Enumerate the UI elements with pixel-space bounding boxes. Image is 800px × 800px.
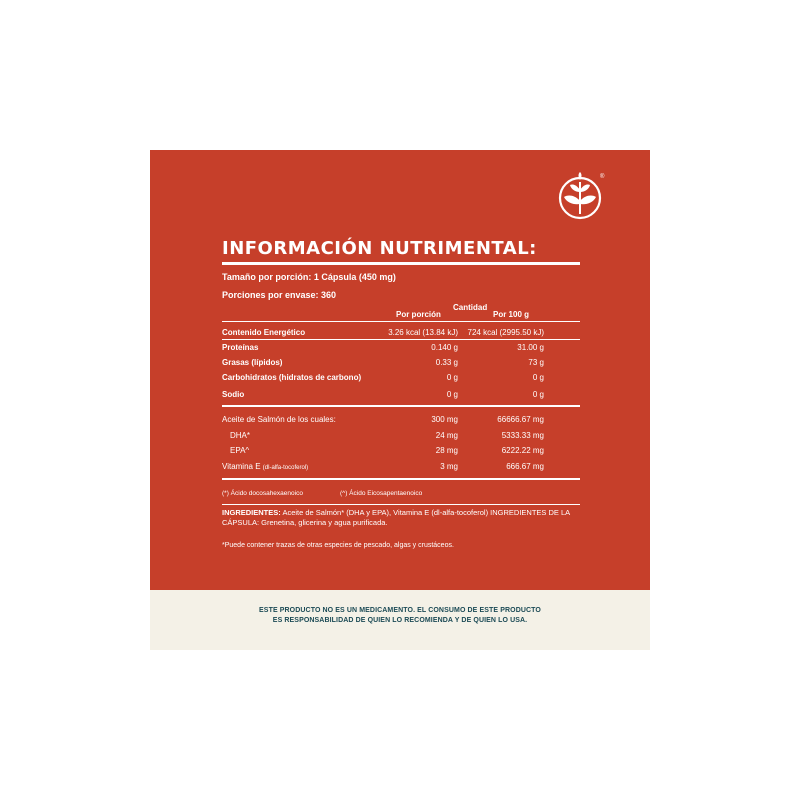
nutrient-label: Sodio bbox=[222, 390, 245, 399]
allergen-warning: *Puede contener trazas de otras especies de pescado, algas y crustáceos. bbox=[222, 542, 454, 549]
ingredients bbox=[222, 508, 592, 528]
nutrient-label: Carbohidratos (hidratos de carbono) bbox=[222, 373, 362, 382]
per-100g-header: Por 100 g bbox=[493, 310, 530, 319]
vitamin-per-100g: 666.67 mg bbox=[506, 462, 544, 471]
disclaimer-line-2: ES RESPONSABILIDAD DE QUIEN LO RECOMIENDA Y DE QUIEN LO USA. bbox=[272, 617, 528, 624]
nutrient-per-serving: 0.33 g bbox=[435, 358, 458, 367]
nutrient-per-100g: 0 g bbox=[532, 373, 544, 382]
component-label: DHA* bbox=[230, 431, 251, 440]
footnote-dha: (*) Ácido docosahexaenoico bbox=[222, 490, 303, 497]
servings-per-container: Porciones por envase: 360 bbox=[222, 290, 337, 300]
plant-logo-icon bbox=[556, 168, 610, 222]
per-serving-header: Por porción bbox=[396, 310, 441, 319]
component-label: EPA^ bbox=[230, 446, 250, 455]
title-divider bbox=[222, 262, 580, 265]
component-per-100g: 5333.33 mg bbox=[501, 431, 544, 440]
nutrient-per-serving: 3.26 kcal (13.84 kJ) bbox=[388, 328, 458, 337]
header-divider bbox=[222, 321, 580, 322]
ingredients-divider bbox=[222, 504, 580, 505]
section-divider bbox=[222, 405, 580, 407]
component-per-100g: 66666.67 mg bbox=[497, 415, 544, 424]
quantity-header: Cantidad bbox=[453, 303, 488, 312]
nutrient-per-serving: 0 g bbox=[446, 373, 458, 382]
disclaimer-footer bbox=[150, 590, 650, 650]
nutrient-per-100g: 73 g bbox=[528, 358, 544, 367]
ingredients-label: INGREDIENTES: bbox=[222, 508, 281, 517]
disclaimer-line-1: ESTE PRODUCTO NO ES UN MEDICAMENTO. EL CONSUMO DE ESTE PRODUCTO bbox=[259, 607, 541, 614]
component-label: Aceite de Salmón de los cuales: bbox=[222, 415, 336, 424]
footnote-epa: (^) Ácido Eicosapentaenoico bbox=[340, 490, 423, 497]
vitamin-name: Vitamina E bbox=[222, 462, 261, 471]
nutrient-label: Proteínas bbox=[222, 343, 259, 352]
registered-mark: ® bbox=[600, 174, 605, 180]
nutrient-per-serving: 0 g bbox=[446, 390, 458, 399]
row-divider bbox=[222, 339, 580, 340]
nutrition-panel bbox=[150, 150, 650, 650]
vitamin-label bbox=[222, 462, 308, 471]
vitamin-per-serving: 3 mg bbox=[440, 462, 458, 471]
nutrient-label: Grasas (lípidos) bbox=[222, 358, 283, 367]
component-per-serving: 24 mg bbox=[435, 431, 458, 440]
serving-size: Tamaño por porción: 1 Cápsula (450 mg) bbox=[222, 272, 396, 282]
vitamin-detail: (dl-alfa-tocoferol) bbox=[262, 465, 309, 471]
component-per-serving: 300 mg bbox=[431, 415, 458, 424]
nutrient-per-100g: 31.00 g bbox=[517, 343, 544, 352]
panel-title: INFORMACIÓN NUTRIMENTAL: bbox=[222, 238, 537, 259]
nutrient-per-100g: 0 g bbox=[532, 390, 544, 399]
ingredients-text: Aceite de Salmón* (DHA y EPA), Vitamina E (dl-alfa-tocoferol) INGREDIENTES DE LA CÁPSULA: Grenetina, glicerina y agua purificada. bbox=[222, 508, 570, 527]
nutrient-per-100g: 724 kcal (2995.50 kJ) bbox=[467, 328, 544, 337]
nutrient-per-serving: 0.140 g bbox=[431, 343, 458, 352]
section-divider bbox=[222, 478, 580, 480]
nutrient-label: Contenido Energético bbox=[222, 328, 306, 337]
component-per-100g: 6222.22 mg bbox=[501, 446, 544, 455]
component-per-serving: 28 mg bbox=[435, 446, 458, 455]
